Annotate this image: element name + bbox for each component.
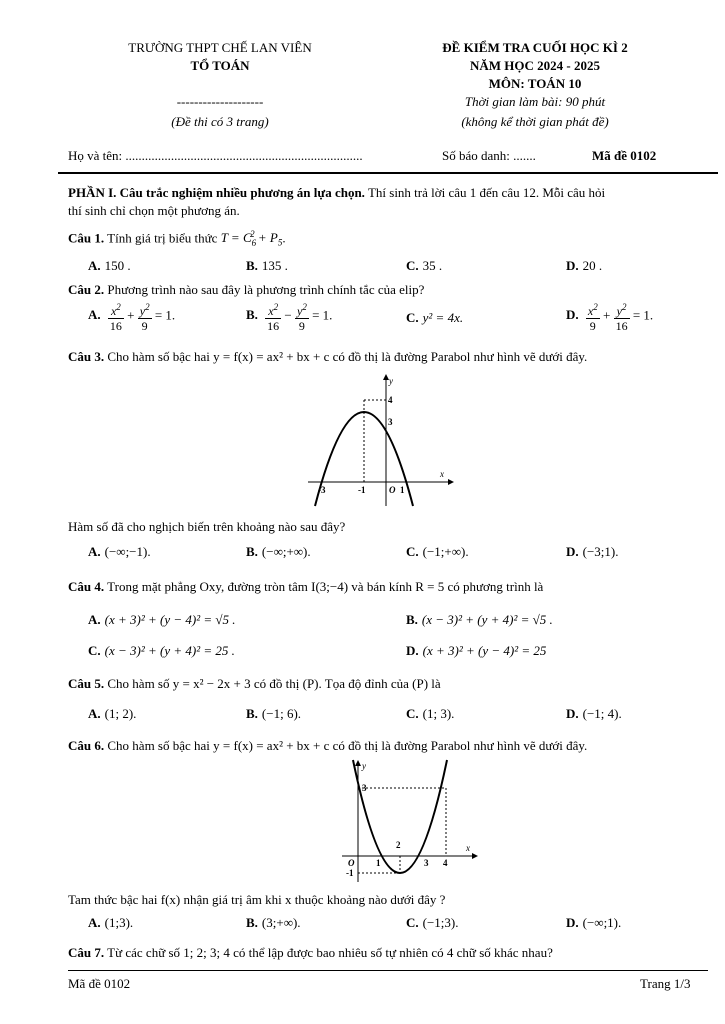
q4-option-b[interactable]: B. (x − 3)² + (y + 4)² = √5 . bbox=[406, 612, 553, 627]
name-field-label: Họ và tên: ......................................................................... bbox=[68, 148, 363, 163]
q6-option-b[interactable]: B. (3;+∞). bbox=[246, 915, 301, 930]
q3-x-arrow bbox=[448, 479, 454, 485]
q4-option-c[interactable]: C. (x − 3)² + (y + 4)² = 25 . bbox=[88, 643, 235, 658]
q5-option-a[interactable]: A. (1; 2). bbox=[88, 706, 137, 721]
question-3: Câu 3. Cho hàm số bậc hai y = f(x) = ax² + bx + c có đồ thị là đường Parabol như hình vẽ dưới đây. bbox=[68, 349, 588, 364]
q3-tick-x1: 1 bbox=[400, 485, 405, 495]
q6-parabola-graph bbox=[338, 758, 478, 886]
group-name: TỔ TOÁN bbox=[190, 58, 250, 73]
q5-option-b[interactable]: B. (−1; 6). bbox=[246, 706, 302, 721]
q5-option-d[interactable]: D. (−1; 4). bbox=[566, 706, 622, 721]
q6-follow: Tam thức bậc hai f(x) nhận giá trị âm khi x thuộc khoảng nào dưới đây ? bbox=[68, 892, 446, 907]
q2-option-b[interactable]: B. $\frac{x^2}{16}$ − $\frac{y^2}{9}$ = 1. bbox=[246, 302, 333, 333]
q6-tick-y3: 3 bbox=[362, 783, 367, 793]
q4-option-a[interactable]: A. (x + 3)² + (y − 4)² = √5 . bbox=[88, 612, 236, 627]
q6-tick-x2: 2 bbox=[396, 840, 401, 850]
school-year: NĂM HỌC 2024 - 2025 bbox=[470, 58, 600, 73]
time-note: (không kể thời gian phát đề) bbox=[461, 114, 609, 129]
exam-code: Mã đề 0102 bbox=[592, 148, 657, 163]
q2-option-a[interactable]: A. $\frac{x^2}{16}$ + $\frac{y^2}{9}$ = 1. bbox=[88, 302, 176, 333]
part1-title: PHẦN I. Câu trắc nghiệm nhiều phương án lựa chọn. bbox=[68, 185, 365, 200]
q3-y-label: y bbox=[389, 376, 393, 386]
time-limit: Thời gian làm bài: 90 phút bbox=[464, 94, 606, 109]
part1-desc: Thí sinh trả lời câu 1 đến câu 12. Mỗi câu hỏi bbox=[364, 185, 606, 200]
q6-tick-x4: 4 bbox=[443, 858, 448, 868]
q6-y-label: y bbox=[362, 761, 366, 771]
question-7: Câu 7. Từ các chữ số 1; 2; 3; 4 có thể lập được bao nhiêu số tự nhiên có 4 chữ số khác nhau? bbox=[68, 945, 553, 960]
q3-origin: O bbox=[389, 485, 396, 495]
exam-title: ĐỀ KIỂM TRA CUỐI HỌC KÌ 2 bbox=[442, 40, 628, 55]
question-4: Câu 4. Trong mặt phẳng Oxy, đường tròn tâm I(3;−4) và bán kính R = 5 có phương trình là bbox=[68, 579, 544, 594]
q3-x-label: x bbox=[440, 469, 444, 479]
q4-option-d[interactable]: D. (x + 3)² + (y − 4)² = 25 bbox=[406, 643, 547, 658]
sbd-field-label: Số báo danh: ....... bbox=[442, 148, 536, 163]
q5-option-c[interactable]: C. (1; 3). bbox=[406, 706, 455, 721]
question-2: Câu 2. Phương trình nào sau đây là phương trình chính tắc của elip? bbox=[68, 282, 425, 297]
q6-tick-y-1: -1 bbox=[346, 868, 354, 878]
q6-option-d[interactable]: D. (−∞;1). bbox=[566, 915, 622, 930]
q3-tick-x-3: -3 bbox=[318, 485, 326, 495]
q3-option-b[interactable]: B. (−∞;+∞). bbox=[246, 544, 311, 559]
q1-option-b[interactable]: B. 135 . bbox=[246, 258, 288, 273]
q3-option-d[interactable]: D. (−3;1). bbox=[566, 544, 619, 559]
subject: MÔN: TOÁN 10 bbox=[488, 76, 582, 91]
q3-parabola-graph bbox=[300, 372, 455, 512]
question-5: Câu 5. Cho hàm số y = x² − 2x + 3 có đồ thị (P). Tọa độ đỉnh của (P) là bbox=[68, 676, 441, 691]
q6-option-c[interactable]: C. (−1;3). bbox=[406, 915, 459, 930]
footer-code: Mã đề 0102 bbox=[68, 976, 131, 991]
question-6: Câu 6. Cho hàm số bậc hai y = f(x) = ax² + bx + c có đồ thị là đường Parabol như hình vẽ dưới đây. bbox=[68, 738, 588, 753]
pages-note: (Đề thi có 3 trang) bbox=[171, 114, 269, 129]
part1-desc2: thí sinh chỉ chọn một phương án. bbox=[68, 203, 240, 218]
question-1: Câu 1. Tính giá trị biểu thức $T = C_6^2 + P_5$. bbox=[68, 229, 286, 248]
footer-page: Trang 1/3 bbox=[640, 976, 691, 991]
q1-option-c[interactable]: C. 35 . bbox=[406, 258, 443, 273]
q6-origin: O bbox=[348, 858, 355, 868]
school-name: TRƯỜNG THPT CHẾ LAN VIÊN bbox=[128, 40, 312, 55]
q1-expression: $T = C_6^2 + P_5$ bbox=[220, 229, 283, 248]
q6-option-a[interactable]: A. (1;3). bbox=[88, 915, 134, 930]
q6-tick-x1: 1 bbox=[376, 858, 381, 868]
q3-option-a[interactable]: A. (−∞;−1). bbox=[88, 544, 151, 559]
q3-option-c[interactable]: C. (−1;+∞). bbox=[406, 544, 469, 559]
part1-intro bbox=[68, 184, 688, 220]
q6-x-arrow bbox=[472, 853, 478, 859]
q2-option-c[interactable]: C. y² = 4x. bbox=[406, 310, 464, 325]
q6-tick-x3: 3 bbox=[424, 858, 429, 868]
q1-option-a[interactable]: A. 150 . bbox=[88, 258, 131, 273]
footer-divider bbox=[68, 970, 708, 971]
header-dashes: -------------------- bbox=[176, 94, 264, 109]
q3-tick-y3: 3 bbox=[388, 417, 393, 427]
header-divider bbox=[58, 172, 718, 174]
q2-option-d[interactable]: D. $\frac{x^2}{9}$ + $\frac{y^2}{16}$ = 1. bbox=[566, 302, 654, 333]
q1-option-d[interactable]: D. 20 . bbox=[566, 258, 603, 273]
q3-tick-x-1: -1 bbox=[358, 485, 366, 495]
q3-follow: Hàm số đã cho nghịch biến trên khoảng nào sau đây? bbox=[68, 519, 346, 534]
q3-tick-y4: 4 bbox=[388, 395, 393, 405]
q6-x-label: x bbox=[466, 843, 470, 853]
q6-y-arrow bbox=[355, 760, 361, 766]
